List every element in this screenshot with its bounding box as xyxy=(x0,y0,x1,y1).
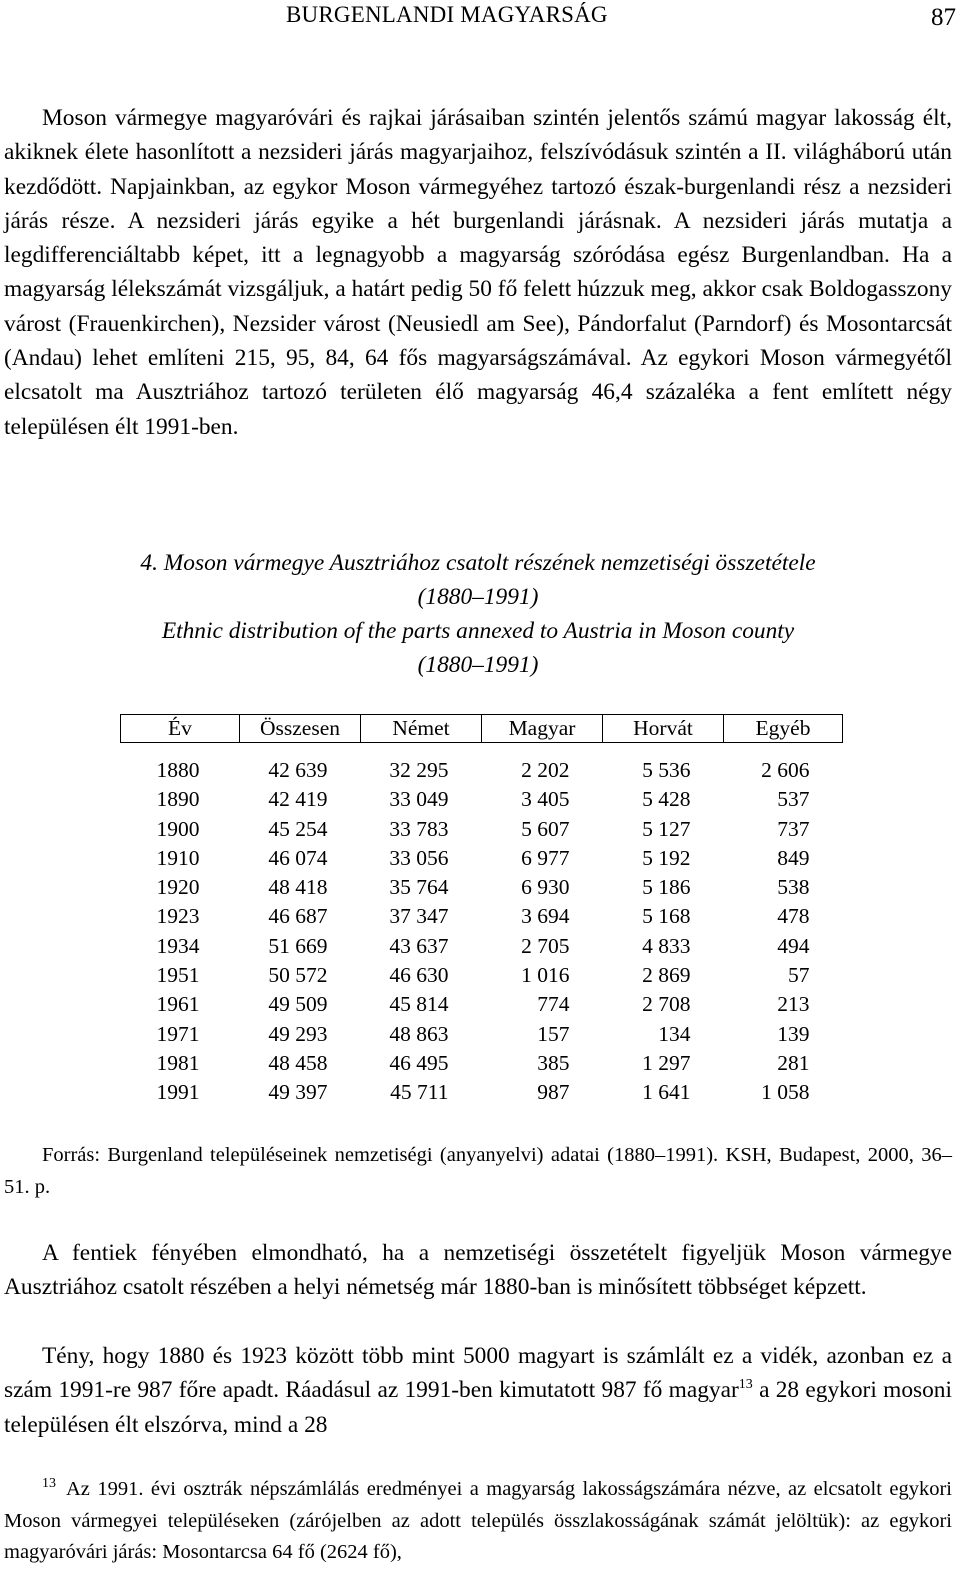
cell-croatian: 1 641 xyxy=(642,1080,691,1105)
cell-other: 538 xyxy=(777,875,810,900)
cell-hungarian: 3 405 xyxy=(521,787,570,812)
footnote-reference[interactable]: 13 xyxy=(738,1377,753,1393)
cell-hungarian: 987 xyxy=(537,1080,570,1105)
cell-croatian: 5 428 xyxy=(642,787,691,812)
footnote xyxy=(4,1474,952,1569)
cell-croatian: 2 708 xyxy=(642,992,691,1017)
cell-year: 1900 xyxy=(156,816,200,841)
paragraph-3-text: Tény, hogy 1880 és 1923 között több mint 5000 magyart is számlált ez a vidék, azonban ez a szám 1991-re 987 főre apadt. Ráadásul az 1991-ben kimutatott 987 fő magyar xyxy=(4,1343,952,1404)
cell-croatian: 2 869 xyxy=(642,963,691,988)
spacer-cell xyxy=(121,743,843,757)
cell-german: 33 056 xyxy=(389,845,449,870)
cell-year: 1890 xyxy=(156,787,200,812)
table-row xyxy=(121,1049,843,1078)
cell-year: 1951 xyxy=(156,963,200,988)
header-cell-total: Összesen xyxy=(240,715,361,743)
caption-period-hu: (1880–1991) xyxy=(417,584,539,610)
cell-hungarian: 3 694 xyxy=(521,904,570,929)
cell-other: 1 058 xyxy=(761,1080,810,1105)
cell-total: 49 397 xyxy=(268,1080,328,1105)
cell-german: 37 347 xyxy=(389,904,449,929)
cell-german: 35 764 xyxy=(389,875,449,900)
caption-title-en: Ethnic distribution of the parts annexed to Austria in Moson county xyxy=(161,618,795,644)
table-row xyxy=(121,844,843,873)
cell-german: 46 630 xyxy=(389,963,449,988)
page-header xyxy=(4,0,956,42)
cell-croatian: 134 xyxy=(658,1021,691,1046)
table-row xyxy=(121,785,843,814)
footnote-number: 13 xyxy=(42,1476,56,1492)
cell-hungarian: 157 xyxy=(537,1021,570,1046)
footnote-text: Az 1991. évi osztrák népszámlálás eredményei a magyarság lakosságszámára nézve, az elcsatolt egykori Moson vármegyei településeken (zárójelben az adott település összlakosságának számát jelöltük): az egykori magyaróvári járás: Mosontarcsa 64 fő (2624 fő), xyxy=(4,1478,952,1563)
table-body xyxy=(121,743,843,1108)
population-table xyxy=(120,714,843,1108)
cell-hungarian: 774 xyxy=(537,992,570,1017)
paragraph-2: A fentiek fényében elmondható, ha a nemzetiségi összetételt figyeljük Moson vármegye Ausztriához csatolt részében a helyi németség már 1880-ban is minősített többséget képzett. xyxy=(4,1240,952,1301)
cell-year: 1971 xyxy=(156,1021,200,1046)
cell-hungarian: 6 977 xyxy=(521,845,570,870)
cell-german: 48 863 xyxy=(389,1021,449,1046)
caption-title-hu: 4. Moson vármegye Ausztriához csatolt részének nemzetiségi összetétele xyxy=(140,550,816,576)
cell-croatian: 5 192 xyxy=(642,845,691,870)
cell-year: 1920 xyxy=(156,875,200,900)
cell-german: 33 783 xyxy=(389,816,449,841)
cell-total: 45 254 xyxy=(268,816,328,841)
header-cell-hungarian: Magyar xyxy=(482,715,603,743)
cell-total: 51 669 xyxy=(268,933,328,958)
cell-hungarian: 2 705 xyxy=(521,933,570,958)
cell-year: 1880 xyxy=(156,758,200,782)
cell-other: 537 xyxy=(777,787,810,812)
header-cell-year: Év xyxy=(121,715,240,743)
cell-hungarian: 2 202 xyxy=(521,758,570,782)
cell-year: 1981 xyxy=(156,1050,200,1075)
cell-year: 1910 xyxy=(156,845,200,870)
cell-other: 478 xyxy=(777,904,810,929)
cell-other: 2 606 xyxy=(761,758,810,782)
table-row xyxy=(121,756,843,785)
cell-croatian: 5 127 xyxy=(642,816,691,841)
table-row xyxy=(121,873,843,902)
cell-other: 139 xyxy=(777,1021,810,1046)
cell-year: 1934 xyxy=(156,933,200,958)
cell-german: 33 049 xyxy=(389,787,449,812)
cell-total: 48 458 xyxy=(268,1050,328,1075)
cell-total: 42 419 xyxy=(268,787,328,812)
header-cell-croatian: Horvát xyxy=(603,715,724,743)
cell-total: 49 293 xyxy=(268,1021,328,1046)
cell-year: 1923 xyxy=(156,904,200,929)
header-cell-other: Egyéb xyxy=(724,715,843,743)
cell-croatian: 5 168 xyxy=(642,904,691,929)
cell-year: 1961 xyxy=(156,992,200,1017)
cell-total: 48 418 xyxy=(268,875,328,900)
table-caption xyxy=(4,546,952,682)
paragraph-1: Moson vármegye magyaróvári és rajkai járásaiban szintén jelentős számú magyar lakosság élt, akiknek élete hasonlított a nezsideri járás magyarjaihoz, felszívódásuk szintén a II. világháború után kezdődött. Napjainkban, az egykor Moson vármegyéhez tartozó észak-burgenlandi rész a nezsideri járás része. A nezsideri járás egyike a hét burgenlandi járásnak. A nezsideri járás mutatja a legdifferenciáltabb képet, itt a legnagyobb a magyarság szóródása egész Burgenlandban. Ha a magyarság lélekszámát vizsgáljuk, a határt pedig 50 fő felett húzzuk meg, akkor csak Boldogasszony várost (Frauenkirchen), Nezsider várost (Neusiedl am See), Pándorfalut (Parndorf) és Mosontarcsát (Andau) lehet említeni 215, 95, 84, 64 fős magyarságszámával. Az egykori Moson vármegyétől elcsatolt ma Ausztriához tartozó területen élő magyarság 46,4 százaléka a fent említett négy településen élt 1991-ben. xyxy=(4,105,952,440)
cell-hungarian: 6 930 xyxy=(521,875,570,900)
cell-other: 281 xyxy=(777,1050,810,1075)
paragraph-3-continuation: a 28 egykori mosoni településen élt elszórva, mind a 28 xyxy=(4,1377,953,1438)
running-title: BURGENLANDI MAGYARSÁG xyxy=(286,2,608,27)
cell-total: 50 572 xyxy=(268,963,328,988)
cell-croatian: 5 186 xyxy=(642,875,691,900)
cell-total: 46 074 xyxy=(268,845,328,870)
cell-german: 45 814 xyxy=(389,992,449,1017)
table-row xyxy=(121,990,843,1019)
cell-other: 494 xyxy=(777,933,810,958)
cell-hungarian: 1 016 xyxy=(521,963,570,988)
table-row xyxy=(121,902,843,931)
cell-year: 1991 xyxy=(156,1080,200,1105)
table-row xyxy=(121,932,843,961)
source-note: Forrás: Burgenland településeinek nemzetiségi (anyanyelvi) adatai (1880–1991). KSH, Budapest, 2000, 36–51. p. xyxy=(4,1144,952,1198)
paragraph-3 xyxy=(4,1339,952,1442)
cell-hungarian: 5 607 xyxy=(521,816,570,841)
table-row xyxy=(121,1078,843,1107)
cell-other: 737 xyxy=(777,816,810,841)
caption-period-en: (1880–1991) xyxy=(417,652,539,678)
page-number: 87 xyxy=(931,4,956,31)
table-spacer-row xyxy=(121,743,843,757)
header-cell-german: Német xyxy=(361,715,482,743)
cell-croatian: 1 297 xyxy=(642,1050,691,1075)
cell-croatian: 5 536 xyxy=(642,758,691,782)
cell-german: 32 295 xyxy=(389,758,449,782)
cell-other: 57 xyxy=(788,963,810,988)
cell-croatian: 4 833 xyxy=(642,933,691,958)
cell-other: 213 xyxy=(777,992,810,1017)
table-row xyxy=(121,961,843,990)
cell-total: 49 509 xyxy=(268,992,328,1017)
cell-german: 45 711 xyxy=(390,1080,449,1105)
cell-total: 46 687 xyxy=(268,904,328,929)
cell-other: 849 xyxy=(777,845,810,870)
table-row xyxy=(121,1020,843,1049)
table-header-row xyxy=(121,715,843,743)
cell-german: 46 495 xyxy=(389,1050,449,1075)
document-page xyxy=(4,0,956,1563)
cell-total: 42 639 xyxy=(268,758,328,782)
table-row xyxy=(121,815,843,844)
cell-german: 43 637 xyxy=(389,933,449,958)
cell-hungarian: 385 xyxy=(537,1050,570,1075)
